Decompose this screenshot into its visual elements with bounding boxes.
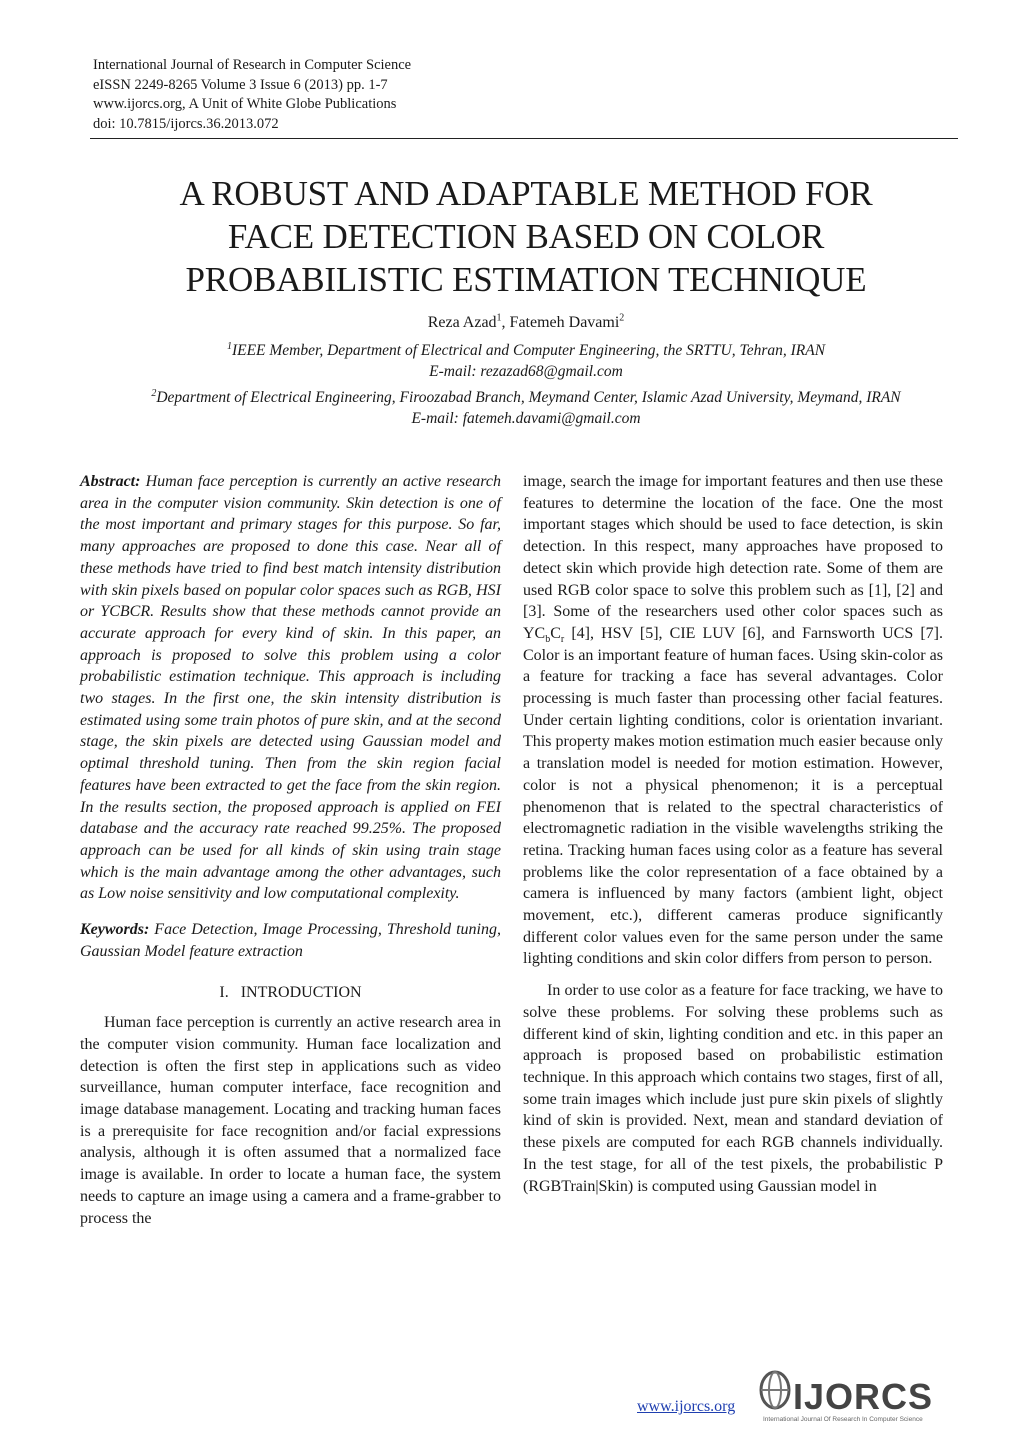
affiliation-2-email: E-mail: fatemeh.davami@gmail.com <box>411 410 641 427</box>
affiliation-1 <box>90 340 962 382</box>
title-line-1: A ROBUST AND ADAPTABLE METHOD FOR <box>179 174 873 213</box>
affiliation-1-text: IEEE Member, Department of Electrical and Computer Engineering, the SRTTU, Tehran, IRAN <box>231 342 826 359</box>
affiliation-2-mark: 2 <box>151 387 157 399</box>
abstract-label: Abstract: <box>80 473 141 490</box>
keywords-text: Face Detection, Image Processing, Threshold tuning, Gaussian Model feature extraction <box>80 921 501 960</box>
title-line-2: FACE DETECTION BASED ON COLOR <box>227 217 825 256</box>
author-2-affil-mark: 2 <box>619 312 625 324</box>
author-1: Reza Azad <box>427 314 497 331</box>
subscript-b: b <box>545 634 551 646</box>
c-letter: C <box>550 624 561 642</box>
affiliation-1-mark: 1 <box>226 340 232 352</box>
affiliation-1-email: E-mail: rezazad68@gmail.com <box>429 363 623 380</box>
left-column <box>80 471 501 1229</box>
right-column <box>523 471 943 1197</box>
journal-website-link[interactable]: www.ijorcs.org <box>637 1398 736 1415</box>
abstract-text: Human face perception is currently an active research area in the computer vision community. Skin detection is one of the most important and primary stages for this purpose. So far, many approaches are proposed to done this case. Near all of these methods have tried to find best match intensity distribution with skin pixels based on popular color spaces such as RGB, HSI or YCBCR. Results show that these methods cannot provide an accurate approach for every kind of skin. In this paper, an approach is proposed to solve this problem using a color probabilistic estimation technique. This approach is including two stages. In the first one, the skin intensity distribution is estimated using some train photos of pure skin, and at the second stage, the skin pixels are detected using Gaussian model and optimal threshold tuning. Then from the skin region facial features have been extracted to get the face from the skin region. In the results section, the proposed approach is applied on FEI database and the accuracy rate reached 99.25%. The proposed approach can be used for all kinds of skin using train stage which is the main advantage among the other advantages, such as Low noise sensitivity and low computational complexity. <box>80 473 501 903</box>
intro-paragraph-2-part-2: [4], HSV [5], CIE LUV [6], and Farnsworth UCS [7]. Color is an important feature of human faces. Using skin-color as a feature for tracking a face has several advantages. Color processing is much faster than processing other facial features. Under certain lighting conditions, color is orientation invariant. This property makes motion estimation much easier because only a translation model is needed for motion estimation. However, color is not a physical phenomenon; it is a perceptual phenomenon that is related to the spectral characteristics of electromagnetic radiation in the visible wavelengths striking the retina. Tracking human faces using color as a feature has several problems like the color representation of a face obtained by a camera is influenced by many factors (ambient light, object movement, etc.), different cameras produce significantly different color values even for the same person under the same lighting conditions and skin color differs from person to person. <box>523 624 943 968</box>
journal-publisher: www.ijorcs.org, A Unit of White Globe Publications <box>93 96 397 112</box>
paper-title <box>90 172 962 301</box>
logo-subtitle: International Journal Of Research In Computer Science <box>763 1416 923 1423</box>
section-number: I. <box>219 984 229 1002</box>
header-divider <box>90 138 958 139</box>
section-heading-introduction <box>80 982 501 1004</box>
affiliation-2-text: Department of Electrical Engineering, Firoozabad Branch, Meymand Center, Islamic Azad University, Meymand, IRAN <box>156 389 901 406</box>
author-separator: , <box>501 314 510 331</box>
journal-doi: doi: 10.7815/ijorcs.36.2013.072 <box>93 115 279 132</box>
journal-issn: eISSN 2249-8265 Volume 3 Issue 6 (2013) pp. 1-7 <box>93 76 388 93</box>
intro-paragraph-3: In order to use color as a feature for face tracking, we have to solve these problems. For solving these problems such as different kind of skin, lighting condition and etc. in this paper an approach is proposed based on probabilistic estimation technique. In this approach which contains two stages, first of all, some train images which include just pure skin pixels of slightly kind of skin is provided. Next, mean and standard deviation of these pixels are computed for each RGB channels individually. In the test stage, for all of the test pixels, the probabilistic P (RGBTrain|Skin) is computed using Gaussian model in <box>523 982 943 1195</box>
journal-header <box>93 56 793 134</box>
intro-paragraph-2-part-1: image, search the image for important features and then use these features to determine the location of the face. One the most important stages which should be used to face detection, is skin detection. In this respect, many approaches have proposed to detect skin which provide high detection rate. Some of them are used RGB color space to solve this problem such as [1], [2] and [3]. Some of the researchers used other color spaces such as YC <box>523 473 943 642</box>
keywords <box>80 919 501 962</box>
intro-paragraph-2 <box>523 471 943 970</box>
keywords-label: Keywords: <box>80 921 150 939</box>
intro-paragraph-1: Human face perception is currently an active research area in the computer vision community. Human face localization and detection is often the first step in applications such as video surveillance, human computer interface, face recognition and image database management. Locating and tracking human faces is a prerequisite for face recognition and/or facial expressions analysis, although it is often assumed that a normalized face image is available. In order to locate a human face, the system needs to capture an image using a camera and a frame-grabber to process the <box>80 1014 501 1227</box>
subscript-r: r <box>560 634 565 646</box>
section-title: INTRODUCTION <box>240 984 362 1002</box>
ijorcs-logo <box>763 1370 943 1422</box>
abstract <box>80 471 501 905</box>
author-list <box>90 312 962 334</box>
author-1-affil-mark: 1 <box>496 312 502 324</box>
affiliation-2 <box>90 387 962 429</box>
author-2: Fatemeh Davami <box>509 314 620 331</box>
logo-text: IJORCS <box>793 1376 934 1417</box>
globe-icon <box>757 1370 797 1414</box>
title-line-3: PROBABILISTIC ESTIMATION TECHNIQUE <box>185 260 867 299</box>
journal-name: International Journal of Research in Computer Science <box>93 57 412 73</box>
